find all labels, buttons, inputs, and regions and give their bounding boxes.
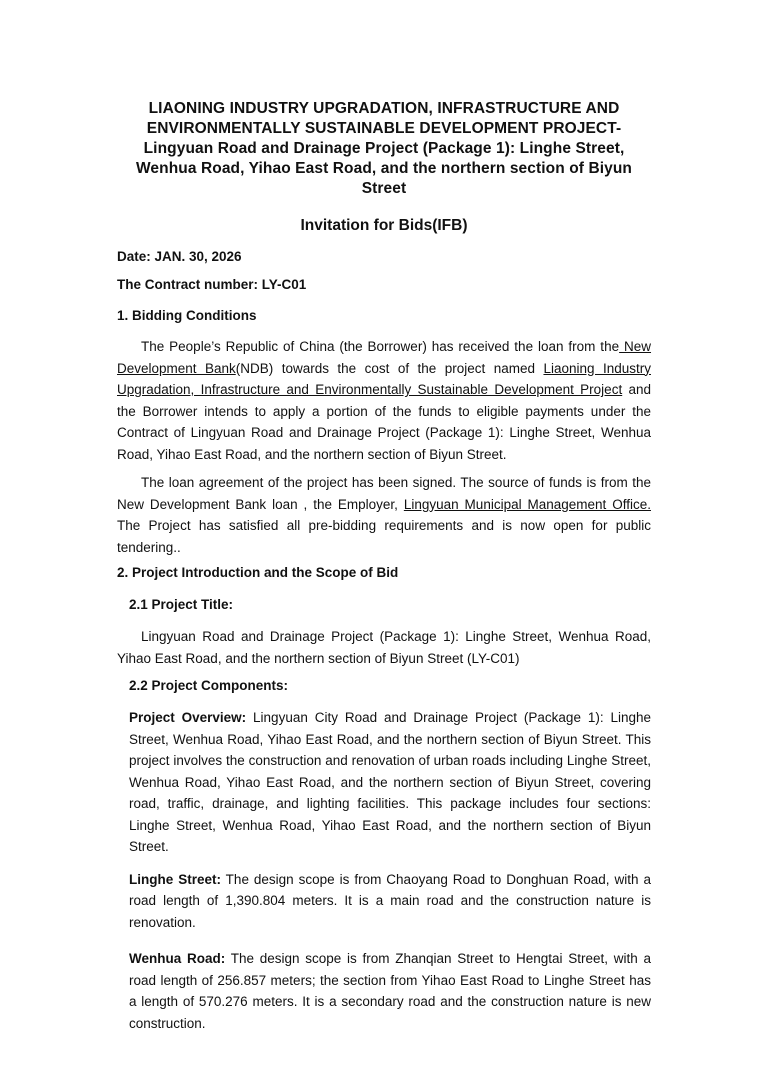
- date-line: Date: JAN. 30, 2026: [117, 249, 242, 264]
- paragraph-loan-received: [117, 336, 651, 465]
- heading-bidding-conditions: 1. Bidding Conditions: [117, 308, 257, 323]
- heading-project-title: 2.1 Project Title:: [129, 597, 234, 612]
- underlined-employer-name: Lingyuan Municipal Management Office.: [403, 496, 651, 512]
- text-segment: (NDB) towards the cost of the project named: [235, 360, 544, 376]
- underlined-project-name: Liaoning Industry Upgradation, Infrastructure and Environmentally Sustainable Development Project: [117, 360, 651, 397]
- text-segment: The design scope is from Chaoyang Road to Donghuan Road, with a road length of 1,390.804 meters. It is a main road and the construction nature is renovation.: [129, 871, 651, 930]
- text-segment: The People’s Republic of China (the Borrower) has received the loan from the: [141, 339, 620, 354]
- paragraph-project-title: Lingyuan Road and Drainage Project (Package 1): Linghe Street, Wenhua Road, Yihao East Road, and the northern section of Biyun Street (LY-C01): [117, 629, 651, 666]
- paragraph-loan-agreement: [117, 472, 651, 558]
- contract-number-line: The Contract number: LY-C01: [117, 277, 307, 292]
- document-title: LIAONING INDUSTRY UPGRADATION, INFRASTRUCTURE AND ENVIRONMENTALLY SUSTAINABLE DEVELOPMENT PROJECT- Lingyuan Road and Drainage Project (Package 1): Linghe Street, Wenhua Road, Yihao East Road, and the northern section of Biyun Street: [135, 100, 633, 197]
- paragraph-project-overview: [129, 707, 651, 858]
- paragraph-wenhua-road: [129, 948, 651, 1034]
- text-segment: The Project has satisfied all pre-bidding requirements and is now open for public tendering..: [117, 518, 651, 555]
- paragraph-linghe-street: [129, 869, 651, 934]
- heading-project-introduction: 2. Project Introduction and the Scope of Bid: [117, 565, 399, 580]
- text-segment: The design scope is from Zhanqian Street to Hengtai Street, with a road length of 256.857 meters; the section from Yihao East Road to Linghe Street has a length of 570.276 meters. It is a secondary road and the construction nature is new construction.: [129, 951, 652, 1031]
- label-wenhua-road: Wenhua Road:: [129, 951, 226, 966]
- label-linghe-street: Linghe Street:: [129, 871, 221, 887]
- text-segment: Lingyuan City Road and Drainage Project (Package 1): Linghe Street, Wenhua Road, Yihao East Road, and the northern section of Biyun Street. This project involves the construction and renovation of urban roads including Linghe Street, Wenhua Road, Yihao East Road, and the northern section of Biyun Street, covering road, traffic, drainage, and lighting facilities. This package includes four sections: Linghe Street, Wenhua Road, Yihao East Road, and the northern section of Biyun Street.: [129, 710, 651, 854]
- heading-project-components: 2.2 Project Components:: [129, 678, 289, 693]
- text-segment: and the Borrower intends to apply a portion of the funds to eligible payments under the Contract of Lingyuan Road and Drainage Project (Package 1): Linghe Street, Wenhua Road, Yihao East Road, and the northern section of Biyun Street.: [117, 382, 652, 462]
- label-project-overview: Project Overview:: [129, 710, 247, 725]
- document-subtitle: Invitation for Bids(IFB): [300, 217, 468, 234]
- underlined-new-development-bank: New Development Bank: [117, 339, 652, 376]
- text-segment: The loan agreement of the project has been signed. The source of funds is from the New Development Bank loan , the Employer,: [117, 475, 651, 512]
